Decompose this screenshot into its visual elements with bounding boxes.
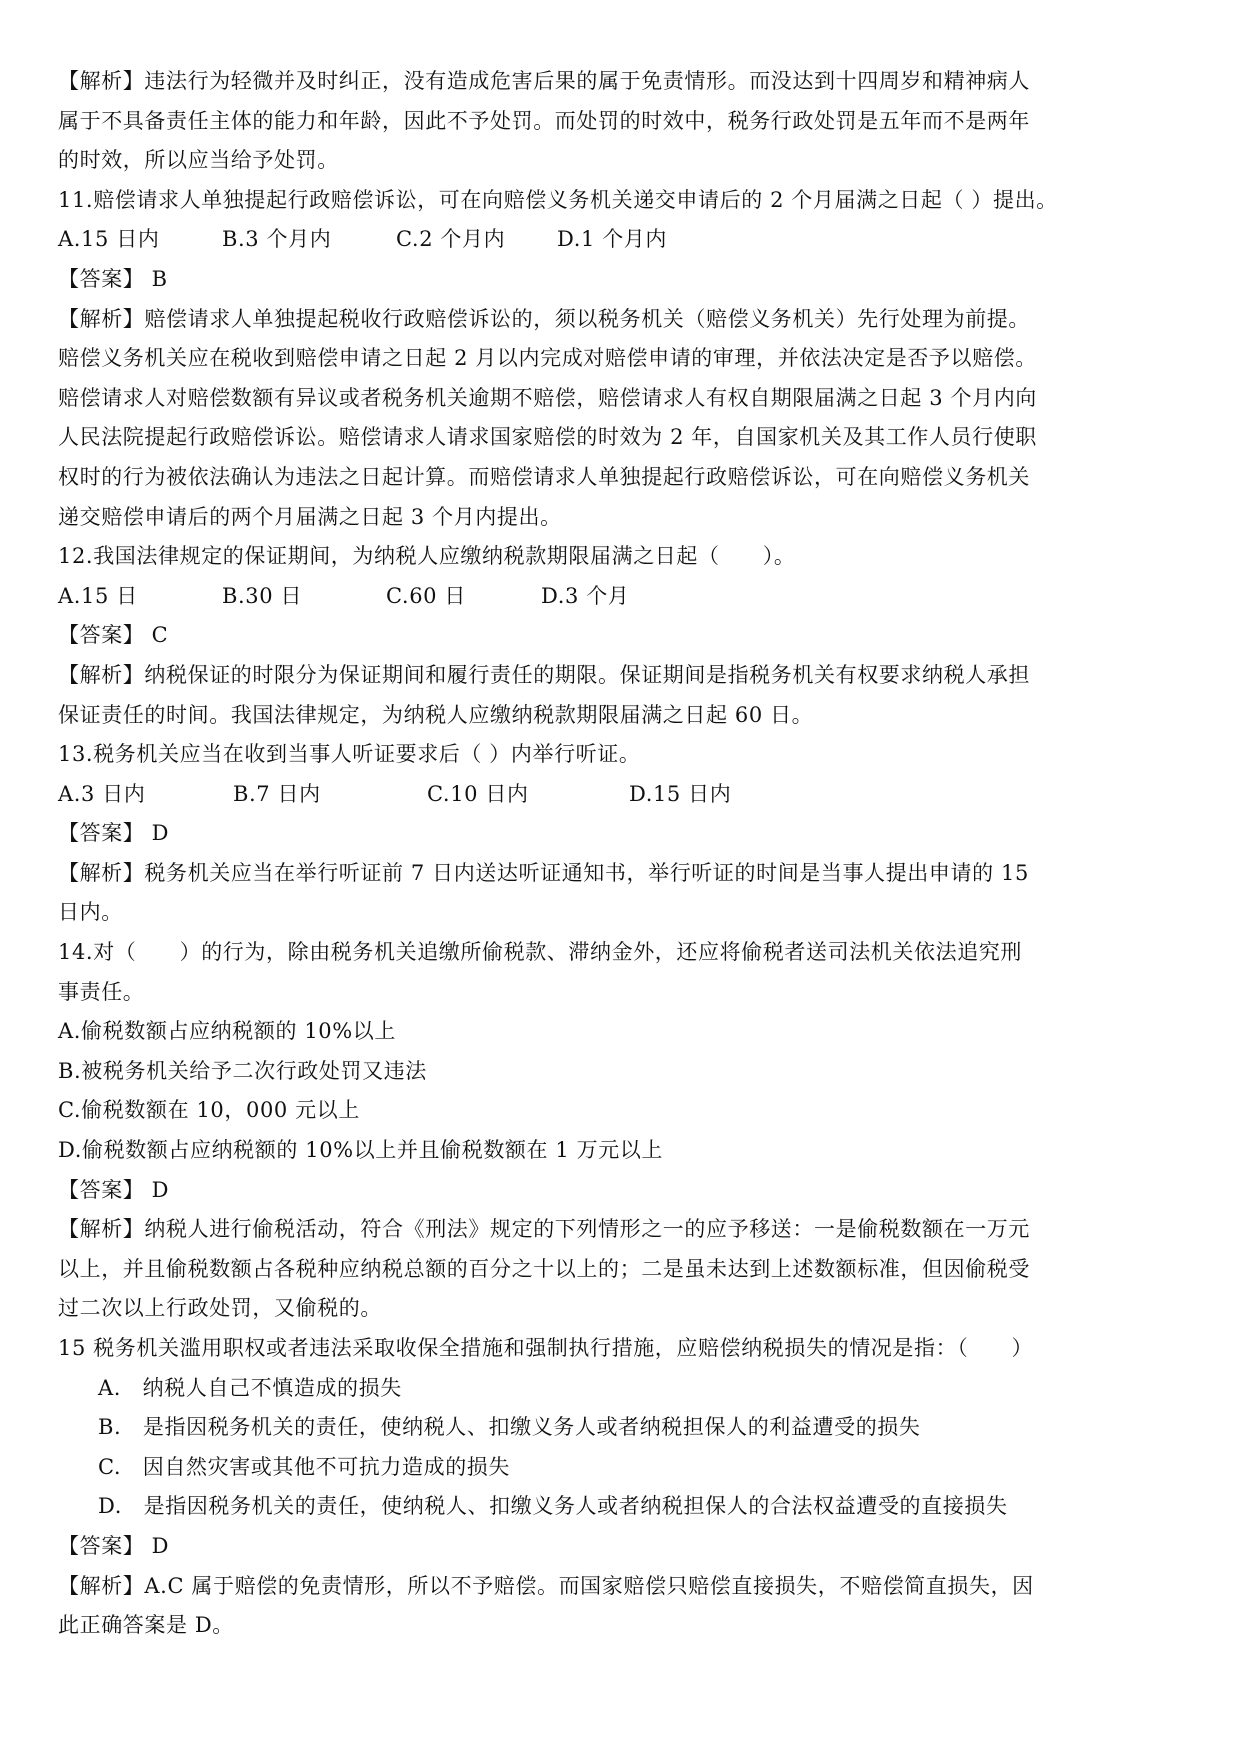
option-c: C.2 个月内 bbox=[396, 227, 506, 252]
question-text: 11.赔偿请求人单独提起行政赔偿诉讼，可在向赔偿义务机关递交申请后的 2 个月届满之日起（ ）提出。 bbox=[58, 187, 1058, 212]
question-text: 15 税务机关滥用职权或者违法采取收保全措施和强制执行措施，应赔偿纳税损失的情况是指：（ ） bbox=[58, 1336, 1034, 1360]
analysis-line: 赔偿请求人对赔偿数额有异议或者税务机关逾期不赔偿，赔偿请求人有权自期限届满之日起 3 个月内向 bbox=[58, 385, 1037, 410]
question-text: 14.对（ ）的行为，除由税务机关追缴所偷税款、滞纳金外，还应将偷税者送司法机关依法追究刑 bbox=[58, 940, 1022, 965]
answer-line: 【答案】 B bbox=[58, 266, 168, 291]
analysis-line: 【解析】纳税人进行偷税活动，符合《刑法》规定的下列情形之一的应予移送：一是偷税数额在一万元 bbox=[58, 1217, 1030, 1242]
analysis-line: 属于不具备责任主体的能力和年龄，因此不予处罚。而处罚的时效中，税务行政处罚是五年而不是两年 bbox=[58, 108, 1030, 133]
analysis-line: 【解析】赔偿请求人单独提起税收行政赔偿诉讼的，须以税务机关（赔偿义务机关）先行处理为前提。 bbox=[58, 306, 1030, 331]
option-c: C.10 日内 bbox=[427, 781, 529, 806]
option-a: A.3 日内 bbox=[58, 781, 146, 806]
analysis-line: 人民法院提起行政赔偿诉讼。赔偿请求人请求国家赔偿的时效为 2 年，自国家机关及其工作人员行使职 bbox=[58, 425, 1037, 450]
analysis-line: 此正确答案是 D。 bbox=[58, 1613, 234, 1638]
analysis-line: 的时效，所以应当给予处罚。 bbox=[58, 148, 339, 173]
option-d: D.1 个月内 bbox=[557, 227, 667, 252]
analysis-line: 赔偿义务机关应在税收到赔偿申请之日起 2 月以内完成对赔偿申请的审理，并依法决定是否予以赔偿。 bbox=[58, 346, 1037, 371]
analysis-line: 【解析】违法行为轻微并及时纠正，没有造成危害后果的属于免责情形。而没达到十四周岁和精神病人 bbox=[58, 69, 1030, 93]
options-row bbox=[58, 577, 1186, 617]
option-a: A. 纳税人自己不慎造成的损失 bbox=[98, 1375, 402, 1400]
option-b: B.被税务机关给予二次行政处罚又违法 bbox=[58, 1058, 427, 1083]
option-b: B. 是指因税务机关的责任，使纳税人、扣缴义务人或者纳税担保人的利益遭受的损失 bbox=[98, 1415, 921, 1440]
document-page bbox=[58, 62, 1186, 1646]
option-a: A.15 日 bbox=[58, 583, 138, 608]
option-c: C.偷税数额在 10，000 元以上 bbox=[58, 1098, 360, 1123]
question-13 bbox=[58, 735, 1186, 933]
analysis-line: 保证责任的时间。我国法律规定，为纳税人应缴纳税款期限届满之日起 60 日。 bbox=[58, 702, 814, 727]
answer-line: 【答案】 D bbox=[58, 1177, 170, 1202]
question-11 bbox=[58, 181, 1186, 537]
question-text: 事责任。 bbox=[58, 979, 145, 1004]
answer-line: 【答案】 D bbox=[58, 821, 170, 846]
option-a: A.偷税数额占应纳税额的 10%以上 bbox=[58, 1019, 396, 1044]
answer-line: 【答案】 D bbox=[58, 1533, 170, 1558]
option-d: D. 是指因税务机关的责任，使纳税人、扣缴义务人或者纳税担保人的合法权益遭受的直接损失 bbox=[98, 1494, 1008, 1519]
q10-analysis bbox=[58, 62, 1186, 181]
option-d: D.15 日内 bbox=[629, 781, 732, 806]
answer-line: 【答案】 C bbox=[58, 623, 169, 648]
analysis-line: 【解析】税务机关应当在举行听证前 7 日内送达听证通知书，举行听证的时间是当事人提出申请的 15 bbox=[58, 860, 1029, 885]
analysis-line: 权时的行为被依法确认为违法之日起计算。而赔偿请求人单独提起行政赔偿诉讼，可在向赔偿义务机关 bbox=[58, 464, 1030, 489]
question-14 bbox=[58, 933, 1186, 1329]
analysis-line: 递交赔偿申请后的两个月届满之日起 3 个月内提出。 bbox=[58, 504, 562, 529]
options-row bbox=[58, 220, 1186, 260]
analysis-line: 日内。 bbox=[58, 900, 123, 925]
options-row bbox=[58, 775, 1186, 815]
analysis-line: 以上，并且偷税数额占各税种应纳税总额的百分之十以上的；二是虽未达到上述数额标准，但因偷税受 bbox=[58, 1256, 1030, 1281]
analysis-line: 过二次以上行政处罚，又偷税的。 bbox=[58, 1296, 382, 1321]
option-b: B.3 个月内 bbox=[222, 227, 332, 252]
question-15 bbox=[58, 1329, 1186, 1646]
option-d: D.偷税数额占应纳税额的 10%以上并且偷税数额在 1 万元以上 bbox=[58, 1138, 664, 1163]
option-c: C.60 日 bbox=[386, 583, 466, 608]
analysis-line: 【解析】A.C 属于赔偿的免责情形，所以不予赔偿。而国家赔偿只赔偿直接损失，不赔偿简直损失，因 bbox=[58, 1573, 1034, 1598]
option-b: B.7 日内 bbox=[233, 781, 321, 806]
option-c: C. 因自然灾害或其他不可抗力造成的损失 bbox=[98, 1454, 510, 1479]
option-b: B.30 日 bbox=[222, 583, 303, 608]
question-text: 13.税务机关应当在收到当事人听证要求后（ ）内举行听证。 bbox=[58, 742, 641, 767]
option-d: D.3 个月 bbox=[541, 583, 630, 608]
analysis-line: 【解析】纳税保证的时限分为保证期间和履行责任的期限。保证期间是指税务机关有权要求纳税人承担 bbox=[58, 662, 1030, 687]
option-a: A.15 日内 bbox=[58, 227, 160, 252]
question-text: 12.我国法律规定的保证期间，为纳税人应缴纳税款期限届满之日起（ ）。 bbox=[58, 544, 796, 569]
question-12 bbox=[58, 537, 1186, 735]
